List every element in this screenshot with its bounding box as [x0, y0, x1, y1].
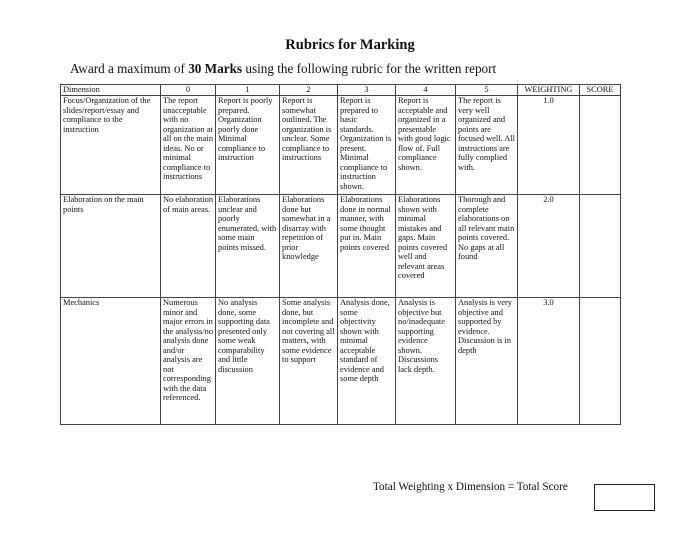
- level-0-cell: The report unacceptable with no organization at all on the main ideas. No or minimal compliance to instructions: [161, 96, 216, 195]
- score-cell[interactable]: [580, 96, 621, 195]
- table-row: [61, 195, 621, 298]
- level-4-cell: Analysis is objective but no/inadequate supporting evidence shown. Discussions lack depth.: [396, 298, 456, 425]
- weighting-cell: 3.0: [518, 298, 580, 425]
- total-score-box[interactable]: [594, 484, 655, 511]
- level-5-cell: Thorough and complete elaborations on all relevant main points covered. No gaps at all found: [456, 195, 518, 298]
- header-level-1: 1: [216, 85, 280, 96]
- header-level-4: 4: [396, 85, 456, 96]
- level-4-cell: Elaborations shown with minimal mistakes and gaps. Main points covered well and relevant areas covered: [396, 195, 456, 298]
- header-level-3: 3: [338, 85, 396, 96]
- level-3-cell: Report is prepared to basic standards. Organization is present. Minimal compliance to instruction shown.: [338, 96, 396, 195]
- score-cell[interactable]: [580, 298, 621, 425]
- instructions-prefix: Award a maximum of: [70, 61, 189, 76]
- level-1-cell: Report is poorly prepared. Organization poorly done Minimal compliance to instruction: [216, 96, 280, 195]
- score-cell[interactable]: [580, 195, 621, 298]
- instructions-text: [70, 61, 496, 77]
- level-2-cell: Some analysis done, but incomplete and not covering all matters, with some evidence to support: [280, 298, 338, 425]
- level-2-cell: Report is somewhat outlined. The organization is unclear. Some compliance to instructions: [280, 96, 338, 195]
- level-3-cell: Elaborations done in normal manner, with some thought put in. Main points covered: [338, 195, 396, 298]
- level-5-cell: The report is very well organized and points are focused well. All instructions are fully complied with.: [456, 96, 518, 195]
- page-title: Rubrics for Marking: [285, 37, 415, 53]
- table-row: [61, 96, 621, 195]
- dimension-cell: Mechanics: [61, 298, 161, 425]
- level-4-cell: Report is acceptable and organized in a presentable with good logic flow of. Full compliance shown.: [396, 96, 456, 195]
- weighting-cell: 1.0: [518, 96, 580, 195]
- header-weighting: WEIGHTING: [518, 85, 580, 96]
- rubric-table: [60, 84, 621, 425]
- max-marks: 30 Marks: [188, 61, 243, 76]
- weighting-cell: 2.0: [518, 195, 580, 298]
- header-dimension: Dimension: [61, 85, 161, 96]
- header-row: [61, 85, 621, 96]
- header-score: SCORE: [580, 85, 621, 96]
- header-level-2: 2: [280, 85, 338, 96]
- level-1-cell: No analysis done, some supporting data presented only some weak comparability and little discussion: [216, 298, 280, 425]
- header-level-0: 0: [161, 85, 216, 96]
- level-1-cell: Elaborations unclear and poorly enumerated, with some main points missed.: [216, 195, 280, 298]
- level-0-cell: Numerous minor and major errors in the analysis/no analysis done and/or analysis are not corresponding with the data referenced.: [161, 298, 216, 425]
- level-0-cell: No elaboration of main areas.: [161, 195, 216, 298]
- header-level-5: 5: [456, 85, 518, 96]
- level-2-cell: Elaborations done but somewhat in a disarray with repetition of prior knowledge: [280, 195, 338, 298]
- dimension-cell: Focus/Organization of the slides/report/essay and compliance to the instruction: [61, 96, 161, 195]
- level-3-cell: Analysis done, some objectivity shown with minimal acceptable standard of evidence and some depth: [338, 298, 396, 425]
- total-formula: Total Weighting x Dimension = Total Score: [373, 481, 568, 493]
- instructions-suffix: using the following rubric for the written report: [242, 61, 497, 76]
- dimension-cell: Elaboration on the main points: [61, 195, 161, 298]
- table-row: [61, 298, 621, 425]
- level-5-cell: Analysis is very objective and supported by evidence. Discussion is in depth: [456, 298, 518, 425]
